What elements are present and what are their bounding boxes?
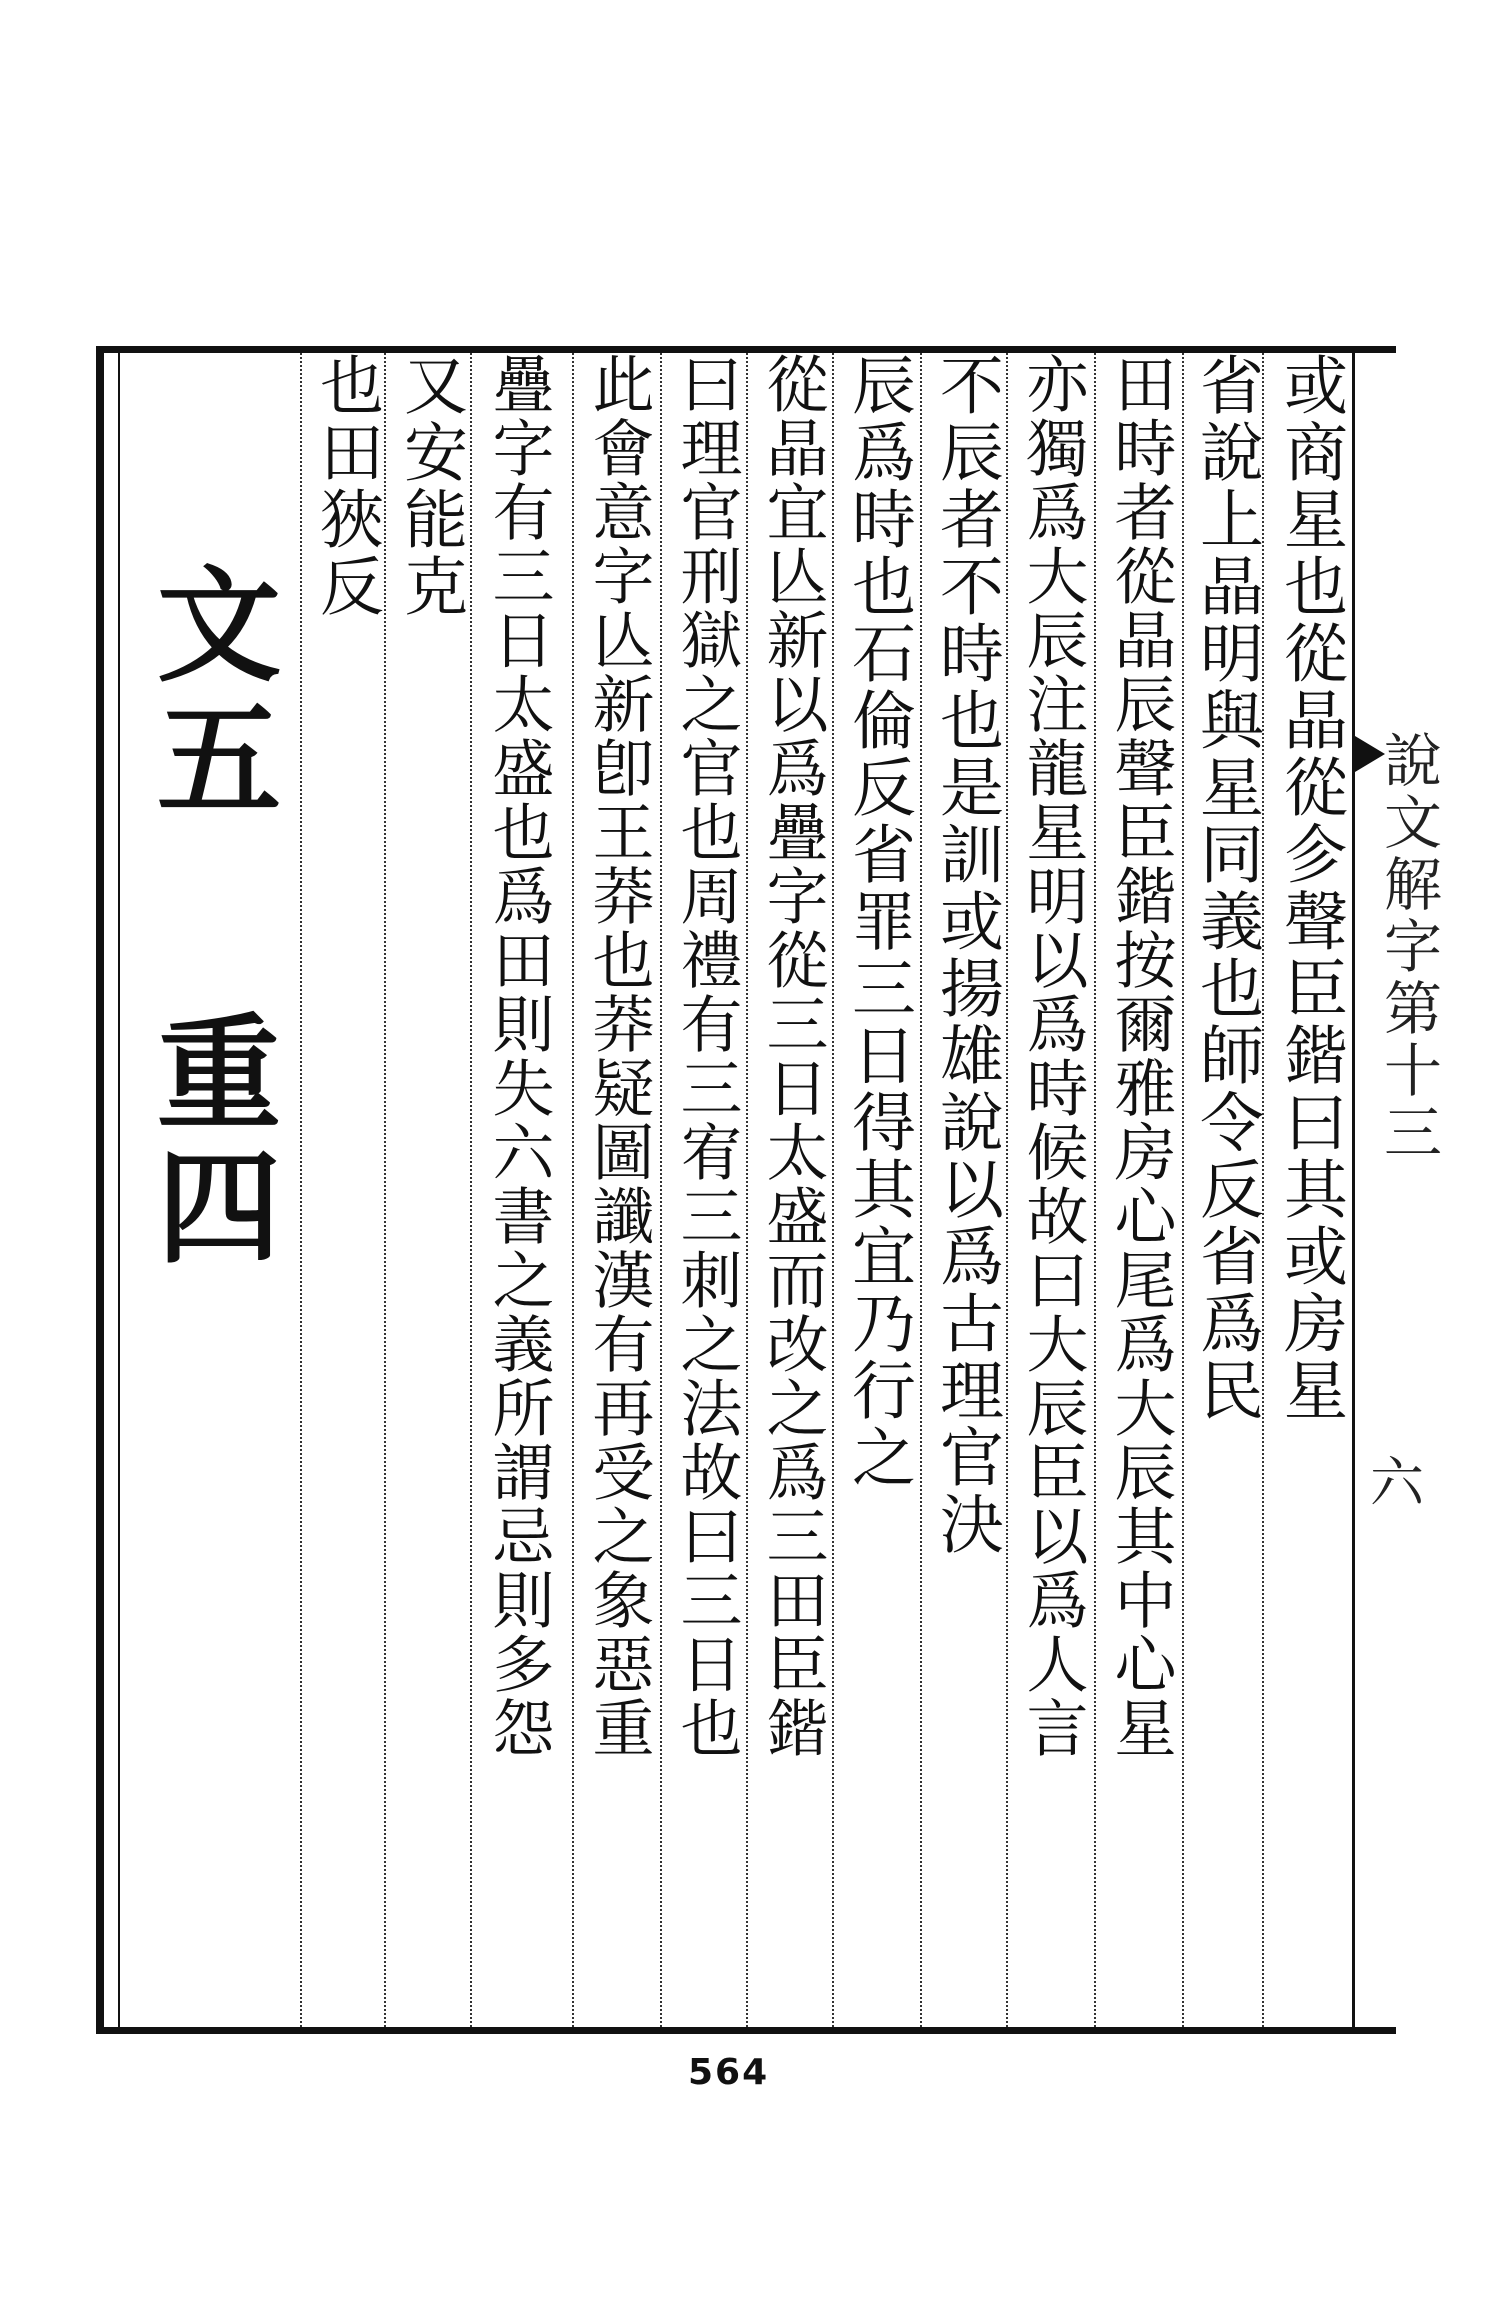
margin-book-title: 說文解字第十三 (1374, 730, 1442, 1164)
column-rule (572, 353, 574, 2027)
text-column-7: 從晶宜亾新以爲疊字從三日太盛而改之爲三田臣鍇 (756, 352, 829, 1760)
page-number: 564 (688, 2052, 770, 2093)
text-column-2: 省說上晶明與星同義也師令反省爲民 (1189, 352, 1263, 1424)
text-column-5: 不辰者不時也是訓或揚雄說以爲古理官決 (929, 352, 1003, 1558)
summary-line-1: 文五 (136, 560, 281, 828)
column-rule (1182, 353, 1184, 2027)
column-rule (1006, 353, 1008, 2027)
column-rule (660, 353, 662, 2027)
frame-right-border (1352, 346, 1355, 2034)
frame-bottom-border (96, 2027, 1396, 2034)
column-rule (832, 353, 834, 2027)
text-column-10: 疊字有三日太盛也爲田則失六書之義所謂忌則多怨 (482, 352, 555, 1760)
frame-left-border (96, 346, 104, 2034)
text-column-6: 辰爲時也石倫反省罪三日得其宜乃行之 (841, 352, 915, 1491)
text-column-1: 或商星也從晶從㐱聲臣鍇曰其或房星 (1273, 352, 1347, 1424)
margin-leaf-mark: 六 (1370, 1451, 1424, 1514)
column-rule (746, 353, 748, 2027)
column-rule (384, 353, 386, 2027)
text-column-8: 曰理官刑獄之官也周禮有三宥三刺之法故曰三日也 (670, 352, 743, 1760)
summary-line-2: 重四 (136, 1008, 281, 1276)
frame-left-inner-border (118, 346, 120, 2034)
column-rule (470, 353, 472, 2027)
column-rule (920, 353, 922, 2027)
text-column-9: 此會意字亾新卽王莽也莽疑圖讖漢有再受之象惡重 (582, 352, 655, 1760)
text-column-11: 又安能克 (393, 352, 467, 620)
summary-count (136, 560, 281, 1276)
text-column-12: 也田狹反 (309, 352, 383, 620)
column-rule (300, 353, 302, 2027)
text-column-4: 亦獨爲大辰注龍星明以爲時候故曰大辰臣以爲人言 (1016, 352, 1089, 1760)
text-column-3: 田時者從晶辰聲臣鍇按爾雅房心尾爲大辰其中心星 (1104, 352, 1177, 1760)
column-rule (1094, 353, 1096, 2027)
